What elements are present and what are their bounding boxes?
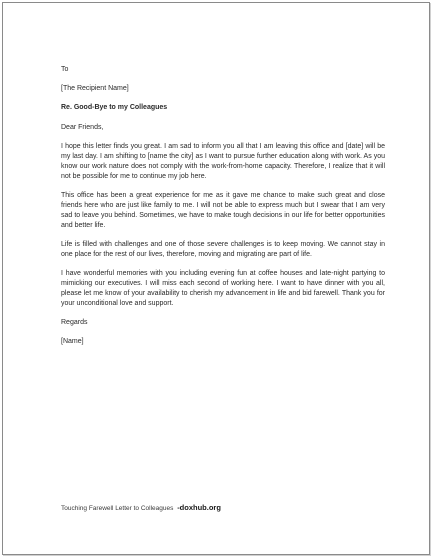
footer: [61, 503, 221, 512]
paragraph-4: I have wonderful memories with you including evening fun at coffee houses and late-night partying to mimicking our executives. I will miss each second of working here. I want to have dinner with you all, please let me know of your availability to cherish my advancement in life and bid farewell. Thank you for your unconditional love and support.: [61, 270, 385, 307]
subject-line: Re. Good-Bye to my Colleagues: [61, 104, 168, 111]
letter-body: [61, 65, 385, 347]
document-page: [2, 2, 430, 555]
signature: [Name]: [61, 338, 84, 345]
footer-caption: Touching Farewell Letter to Colleagues: [61, 505, 174, 512]
paragraph-3: Life is filled with challenges and one of those severe challenges is to keep moving. We cannot stay in one place for the rest of our lives, therefore, moving and migrating are part of life.: [61, 241, 385, 258]
greeting: Dear Friends,: [61, 124, 104, 131]
to-line: To: [61, 66, 69, 73]
paragraph-2: This office has been a great experience for me as it gave me chance to make such great and close friends here who are just like family to me. I will not be able to express much but I swear that I am very sad to leave you behind. Sometimes, we have to make tough decisions in our life for better opportunities and better life.: [61, 192, 385, 229]
paragraph-1: I hope this letter finds you great. I am sad to inform you all that I am leaving this office and [date] will be my last day. I am shifting to [name the city] as I want to pursue further education along with work. As you know our work nature does not comply with the work-from-home capacity. Therefore, I realize that it will not be possible for me to continue my job here.: [61, 143, 385, 180]
closing: Regards: [61, 319, 88, 326]
recipient-name: [The Recipient Name]: [61, 85, 129, 92]
footer-brand: -doxhub.org: [177, 503, 221, 512]
